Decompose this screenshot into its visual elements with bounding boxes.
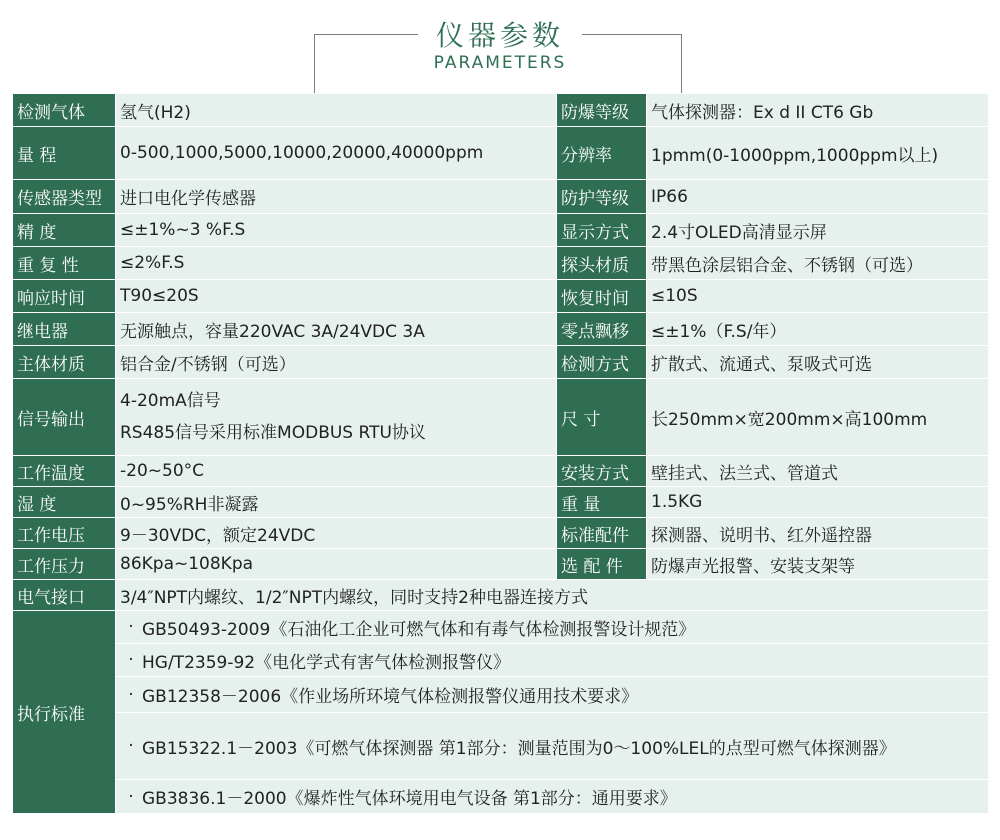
parameters-table <box>12 93 989 814</box>
table-row <box>13 247 989 280</box>
param-value: 无源触点，容量220VAC 3A/24VDC 3A <box>116 313 557 346</box>
table-row <box>13 94 989 127</box>
standards-label: 执行标准 <box>13 611 116 814</box>
param-value: T90≤20S <box>116 280 557 313</box>
signal-output-line: RS485信号采用标准MODBUS RTU协议 <box>120 423 426 443</box>
param-value: ≤2%F.S <box>116 247 557 280</box>
param-label: 检测方式 <box>557 346 647 379</box>
param-value: 1pmm(0-1000ppm,1000ppm以上) <box>647 127 989 180</box>
standard-item: · GB3836.1－2000《爆炸性气体环境用电气设备 第1部分：通用要求》 <box>116 780 989 814</box>
param-label: 重 复 性 <box>13 247 116 280</box>
table-row <box>13 214 989 247</box>
param-label: 工作温度 <box>13 456 116 487</box>
param-label: 分辨率 <box>557 127 647 180</box>
param-label: 检测气体 <box>13 94 116 127</box>
param-label: 防护等级 <box>557 180 647 214</box>
param-value: 进口电化学传感器 <box>116 180 557 214</box>
param-value: 带黑色涂层铝合金、不锈钢（可选） <box>647 247 989 280</box>
table-row <box>13 456 989 487</box>
param-value: IP66 <box>647 180 989 214</box>
table-row <box>13 518 989 549</box>
param-value: ≤±1%~3 %F.S <box>116 214 557 247</box>
standard-item: · GB15322.1－2003《可燃气体探测器 第1部分：测量范围为0～100%LEL的点型可燃气体探测器》 <box>116 713 989 780</box>
param-label: 继电器 <box>13 313 116 346</box>
param-label: 防爆等级 <box>557 94 647 127</box>
bullet-icon: · <box>128 650 134 670</box>
param-label: 响应时间 <box>13 280 116 313</box>
standard-item: · HG/T2359-92《电化学式有害气体检测报警仪》 <box>116 644 989 677</box>
bullet-icon: · <box>128 736 134 756</box>
table-row <box>13 379 989 456</box>
param-label: 尺 寸 <box>557 379 647 456</box>
param-value: ≤±1%（F.S/年） <box>647 313 989 346</box>
param-value: 气体探测器：Ex d II CT6 Gb <box>647 94 989 127</box>
param-value: 防爆声光报警、安装支架等 <box>647 549 989 580</box>
param-label: 信号输出 <box>13 379 116 456</box>
page-title: 仪器参数 <box>435 19 564 52</box>
param-value: 86Kpa~108Kpa <box>116 549 557 580</box>
param-value: 0~95%RH非凝露 <box>116 487 557 518</box>
param-value: 扩散式、流通式、泵吸式可选 <box>647 346 989 379</box>
param-label: 工作压力 <box>13 549 116 580</box>
param-value <box>116 379 557 456</box>
bullet-icon: · <box>128 617 134 637</box>
table-row <box>13 713 989 780</box>
param-label: 探头材质 <box>557 247 647 280</box>
param-value: 1.5KG <box>647 487 989 518</box>
page-subtitle: PARAMETERS <box>433 53 567 73</box>
table-row <box>13 280 989 313</box>
table-row <box>13 780 989 814</box>
param-value: 壁挂式、法兰式、管道式 <box>647 456 989 487</box>
header <box>0 0 1000 93</box>
param-value: 0-500,1000,5000,10000,20000,40000ppm <box>116 127 557 180</box>
param-value: -20~50°C <box>116 456 557 487</box>
param-label: 标准配件 <box>557 518 647 549</box>
param-label: 精 度 <box>13 214 116 247</box>
standard-item: · GB12358－2006《作业场所环境气体检测报警仪通用技术要求》 <box>116 677 989 713</box>
param-label: 湿 度 <box>13 487 116 518</box>
table-row <box>13 644 989 677</box>
standard-item: · GB50493-2009《石油化工企业可燃气体和有毒气体检测报警设计规范》 <box>116 611 989 644</box>
table-row <box>13 313 989 346</box>
param-label: 电气接口 <box>13 580 116 611</box>
signal-output-line: 4-20mA信号 <box>120 391 221 411</box>
param-label: 恢复时间 <box>557 280 647 313</box>
bullet-icon: · <box>128 684 134 705</box>
param-label: 工作电压 <box>13 518 116 549</box>
param-value: ≤10S <box>647 280 989 313</box>
param-value: 长250mm×宽200mm×高100mm <box>647 379 989 456</box>
table-row <box>13 611 989 644</box>
param-value: 氢气(H2) <box>116 94 557 127</box>
table-row <box>13 127 989 180</box>
param-value: 铝合金/不锈钢（可选） <box>116 346 557 379</box>
param-value: 2.4寸OLED高清显示屏 <box>647 214 989 247</box>
param-label: 零点飘移 <box>557 313 647 346</box>
param-label: 传感器类型 <box>13 180 116 214</box>
param-label: 显示方式 <box>557 214 647 247</box>
param-value: 3/4″NPT内螺纹、1/2″NPT内螺纹，同时支持2种电器连接方式 <box>116 580 989 611</box>
table-row <box>13 580 989 611</box>
param-label: 选 配 件 <box>557 549 647 580</box>
table-row <box>13 180 989 214</box>
param-label: 量 程 <box>13 127 116 180</box>
param-value: 9－30VDC，额定24VDC <box>116 518 557 549</box>
table-row <box>13 677 989 713</box>
param-label: 重 量 <box>557 487 647 518</box>
table-row <box>13 346 989 379</box>
param-label: 主体材质 <box>13 346 116 379</box>
param-label: 安装方式 <box>557 456 647 487</box>
param-value: 探测器、说明书、红外遥控器 <box>647 518 989 549</box>
table-row <box>13 487 989 518</box>
table-row <box>13 549 989 580</box>
bullet-icon: · <box>128 786 134 807</box>
